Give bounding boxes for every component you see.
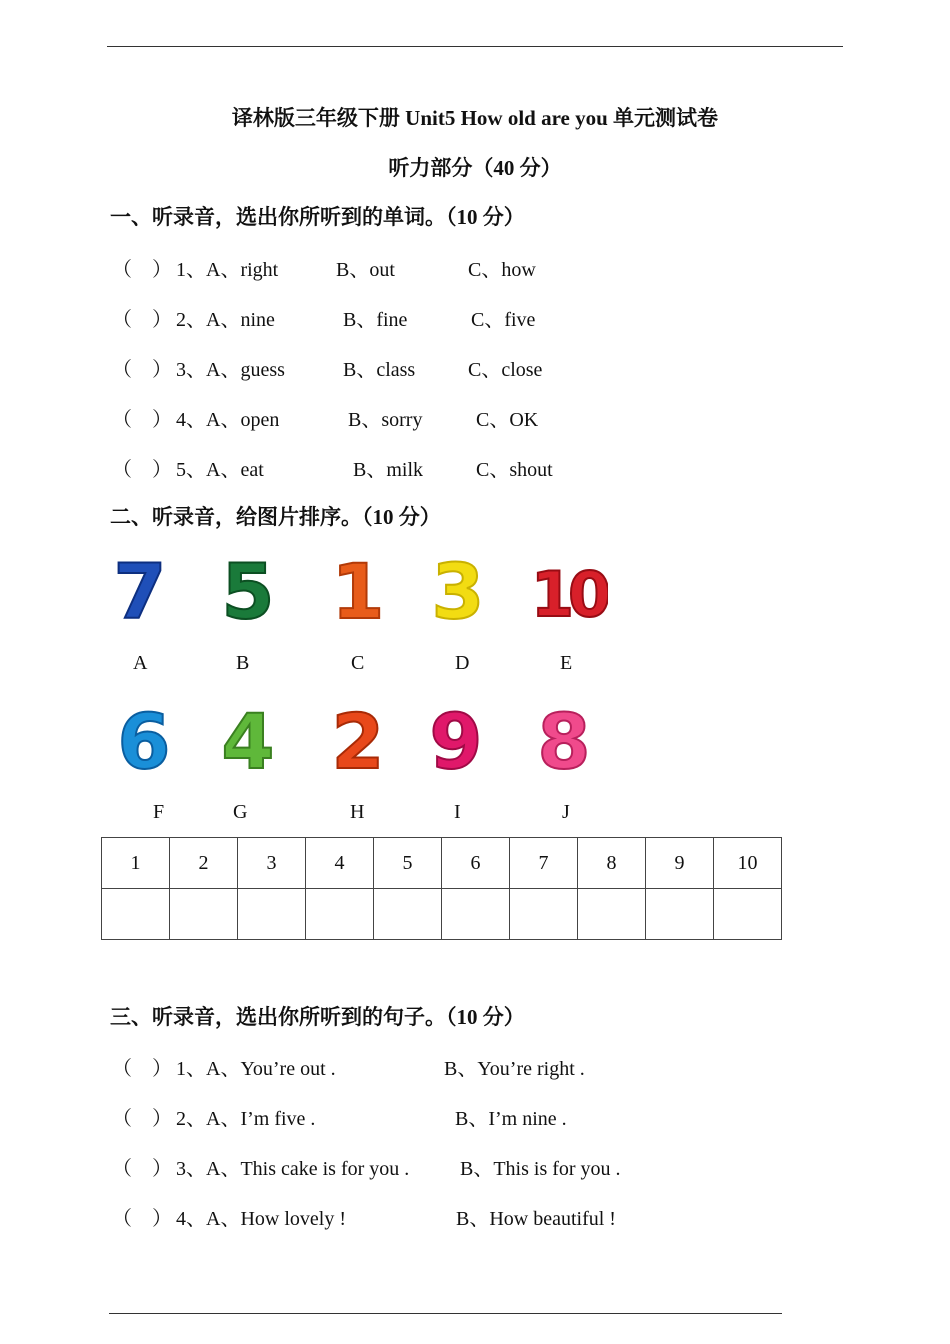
number-picture-row [0, 550, 950, 640]
number-6-picture [104, 700, 184, 780]
option-a: 4、A、How lovely ! [176, 1208, 346, 1230]
picture-label: B [236, 652, 250, 674]
answer-table-header: 10 [714, 838, 782, 889]
answer-cell[interactable] [238, 889, 306, 940]
answer-cell[interactable] [510, 889, 578, 940]
option-b: B、fine [343, 309, 408, 331]
option-b: B、I’m nine . [455, 1108, 567, 1130]
digit-glyph: 7 [113, 550, 167, 630]
picture-label: H [350, 801, 365, 823]
number-picture-row [0, 700, 950, 790]
bottom-rule [109, 1313, 782, 1314]
option-c: C、five [471, 309, 536, 331]
question-row [0, 453, 950, 483]
digit-glyph: 4 [221, 700, 275, 780]
answer-cell[interactable] [170, 889, 238, 940]
option-b: B、sorry [348, 409, 423, 431]
picture-label: E [560, 652, 573, 674]
picture-label: F [153, 801, 165, 823]
answer-table-header: 4 [306, 838, 374, 889]
digit-glyph: 2 [331, 700, 385, 780]
option-b: B、You’re right . [444, 1058, 585, 1080]
number-5-picture [208, 550, 288, 630]
number-3-picture [418, 550, 498, 630]
option-a: 2、A、I’m five . [176, 1108, 316, 1130]
answer-table-blank-row [102, 889, 782, 940]
answer-paren[interactable]: （ ） [112, 1158, 172, 1180]
option-c: C、how [468, 259, 536, 281]
page-title: 译林版三年级下册 Unit5 How old are you 单元测试卷 [231, 106, 719, 130]
answer-paren[interactable]: （ ） [112, 1108, 172, 1130]
answer-cell[interactable] [646, 889, 714, 940]
option-c: C、OK [476, 409, 539, 431]
answer-table-header: 7 [510, 838, 578, 889]
answer-paren[interactable]: （ ） [112, 1208, 172, 1230]
digit-glyph: 5 [221, 550, 275, 630]
answer-paren[interactable]: （ ） [112, 459, 172, 481]
section3-heading: 三、听录音，选出你所听到的句子。（10 分） [110, 1005, 525, 1029]
option-a: 4、A、open [176, 409, 280, 431]
answer-paren[interactable]: （ ） [112, 409, 172, 431]
option-b: B、class [343, 359, 416, 381]
answer-cell[interactable] [102, 889, 170, 940]
picture-label: C [351, 652, 365, 674]
number-8-picture [524, 700, 604, 780]
option-a: 3、A、guess [176, 359, 285, 381]
answer-cell[interactable] [374, 889, 442, 940]
question-row [0, 1052, 950, 1082]
question-row [0, 1202, 950, 1232]
answer-table-header: 9 [646, 838, 714, 889]
question-row [0, 1152, 950, 1182]
section2-heading: 二、听录音，给图片排序。（10 分） [110, 505, 441, 529]
answer-paren[interactable]: （ ） [112, 259, 172, 281]
answer-cell[interactable] [442, 889, 510, 940]
option-b: B、milk [353, 459, 424, 481]
picture-label: J [562, 801, 570, 823]
answer-table-header: 1 [102, 838, 170, 889]
number-7-picture [100, 550, 180, 630]
picture-label: A [133, 652, 148, 674]
answer-table [101, 837, 782, 940]
answer-paren[interactable]: （ ） [112, 1058, 172, 1080]
option-a: 3、A、This cake is for you . [176, 1158, 410, 1180]
question-row [0, 253, 950, 283]
digit-glyph: 10 [530, 558, 606, 630]
section1-heading: 一、听录音，选出你所听到的单词。（10 分） [110, 205, 525, 229]
answer-paren[interactable]: （ ） [112, 359, 172, 381]
answer-table-header: 5 [374, 838, 442, 889]
digit-glyph: 8 [537, 700, 591, 780]
digit-glyph: 6 [117, 700, 171, 780]
number-9-picture [416, 700, 496, 780]
picture-label: D [455, 652, 470, 674]
answer-table-header: 2 [170, 838, 238, 889]
picture-label: G [233, 801, 248, 823]
answer-table-header: 3 [238, 838, 306, 889]
answer-cell[interactable] [578, 889, 646, 940]
number-1-picture [318, 550, 398, 630]
number-10-picture [528, 550, 608, 630]
answer-table-header: 6 [442, 838, 510, 889]
answer-paren[interactable]: （ ） [112, 309, 172, 331]
digit-glyph: 9 [429, 700, 483, 780]
option-a: 1、A、right [176, 259, 279, 281]
option-a: 1、A、You’re out . [176, 1058, 336, 1080]
question-row [0, 403, 950, 433]
option-b: B、How beautiful ! [456, 1208, 616, 1230]
answer-cell[interactable] [306, 889, 374, 940]
answer-cell[interactable] [714, 889, 782, 940]
question-row [0, 1102, 950, 1132]
digit-glyph: 1 [331, 550, 385, 630]
option-b: B、out [336, 259, 395, 281]
digit-glyph: 3 [431, 550, 485, 630]
option-a: 2、A、nine [176, 309, 275, 331]
top-rule [107, 46, 843, 47]
page-subtitle: 听力部分（40 分） [388, 156, 562, 180]
option-c: C、close [468, 359, 543, 381]
question-row [0, 353, 950, 383]
picture-label: I [454, 801, 461, 823]
option-b: B、This is for you . [460, 1158, 621, 1180]
answer-table-header-row [102, 838, 782, 889]
option-a: 5、A、eat [176, 459, 264, 481]
number-4-picture [208, 700, 288, 780]
option-c: C、shout [476, 459, 553, 481]
number-2-picture [318, 700, 398, 780]
answer-table-header: 8 [578, 838, 646, 889]
question-row [0, 303, 950, 333]
